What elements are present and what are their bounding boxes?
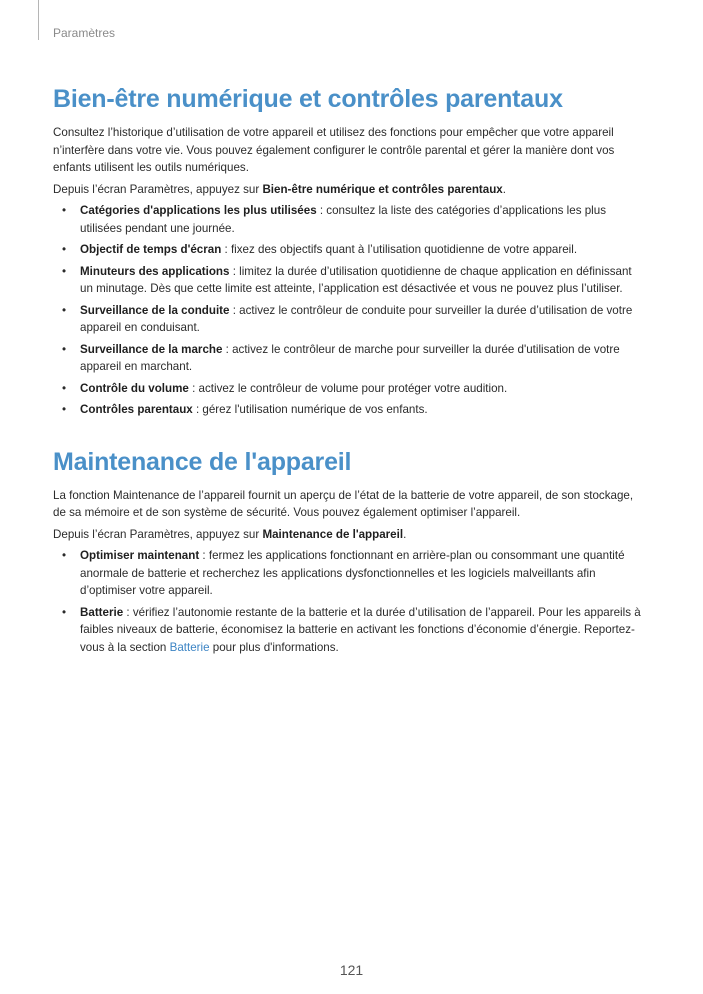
path-suffix: . <box>403 527 407 541</box>
item-term: Surveillance de la conduite <box>80 303 230 317</box>
feature-list <box>53 547 643 656</box>
section-intro: La fonction Maintenance de l’appareil fournit un aperçu de l’état de la batterie de votre appareil, de son stockage, de sa mémoire et de son système de sécurité. Vous pouvez également optimiser l’appareil. <box>53 488 634 519</box>
list-item <box>53 604 643 657</box>
item-desc: : limitez la durée d’utilisation quotidienne de chaque application en définissant un minutage. Dès que cette limite est atteinte, l’application est désactivée et vous ne pouvez plus l’utiliser. <box>80 264 632 295</box>
navigation-path <box>53 526 643 544</box>
bullet: • <box>62 243 67 256</box>
path-target: Bien-être numérique et contrôles parentaux <box>262 182 503 196</box>
list-item <box>53 302 643 337</box>
list-item <box>53 202 643 237</box>
item-term: Minuteurs des applications <box>80 264 230 278</box>
running-header: Paramètres <box>53 26 116 40</box>
path-prefix: Depuis l’écran Paramètres, appuyez sur <box>53 182 263 196</box>
page-content <box>53 82 643 656</box>
navigation-path <box>53 181 643 199</box>
item-term: Optimiser maintenant <box>80 549 200 562</box>
section-title: Maintenance de l'appareil <box>53 447 352 476</box>
section-title: Bien-être numérique et contrôles parentaux <box>53 85 563 113</box>
item-desc: : fermez les applications fonctionnant en arrière-plan ou consommant une quantité anormale de batterie et recherchez les applications dysfonctionnelles et les logiciels malveillants afin d’optimiser votre appareil. <box>80 549 625 597</box>
item-term: Contrôle du volume <box>80 381 189 395</box>
item-desc: : activez le contrôleur de conduite pour surveiller la durée d’utilisation de votre appareil en conduisant. <box>80 303 633 334</box>
list-item <box>53 401 643 419</box>
list-item <box>53 547 643 600</box>
path-prefix: Depuis l’écran Paramètres, appuyez sur <box>53 527 263 541</box>
path-suffix: . <box>502 182 506 196</box>
bullet: • <box>62 264 67 278</box>
page-number: 121 <box>339 962 364 978</box>
bullet: • <box>62 403 67 416</box>
item-desc: : gérez l'utilisation numérique de vos enfants. <box>192 403 428 416</box>
item-term: Catégories d'applications les plus utilisées <box>80 204 317 217</box>
bullet: • <box>62 605 67 619</box>
list-item <box>53 341 643 376</box>
bullet: • <box>62 204 67 217</box>
battery-link[interactable]: Batterie <box>169 640 210 654</box>
bullet: • <box>62 342 67 356</box>
item-desc-after: pour plus d'informations. <box>209 640 339 654</box>
section-intro: Consultez l’historique d’utilisation de votre appareil et utilisez des fonctions pour empêcher que votre appareil n’interfère dans votre vie. Vous pouvez également configurer le contrôle parental et gérer la manière dont vos enfants utilisent les outils numériques. <box>53 126 615 174</box>
item-term: Surveillance de la marche <box>80 342 223 356</box>
item-term: Batterie <box>80 605 124 619</box>
item-desc: : activez le contrôleur de marche pour surveiller la durée d'utilisation de votre appareil en marchant. <box>80 342 620 373</box>
list-item <box>53 380 643 398</box>
bullet: • <box>62 381 67 395</box>
bullet: • <box>62 303 67 317</box>
item-desc: : consultez la liste des catégories d’applications les plus utilisées pendant une journée. <box>80 204 606 235</box>
item-term: Objectif de temps d'écran <box>80 243 222 256</box>
feature-list <box>53 202 643 419</box>
header-rule <box>38 0 39 40</box>
section-digital-wellbeing <box>53 82 643 419</box>
path-target: Maintenance de l'appareil <box>262 527 404 541</box>
list-item <box>53 241 643 259</box>
item-desc: : vérifiez l’autonomie restante de la batterie et la durée d’utilisation de l’appareil. Pour les appareils à faibles niveaux de batterie, économisez la batterie en activant les fonctions d’économie d’énergie. Reportez-vous à la section <box>80 605 641 654</box>
list-item <box>53 263 643 298</box>
item-desc: : fixez des objectifs quant à l’utilisation quotidienne de votre appareil. <box>221 243 578 256</box>
section-device-care <box>53 445 643 657</box>
item-term: Contrôles parentaux <box>80 403 193 416</box>
bullet: • <box>62 549 67 562</box>
item-desc: : activez le contrôleur de volume pour protéger votre audition. <box>188 381 508 395</box>
